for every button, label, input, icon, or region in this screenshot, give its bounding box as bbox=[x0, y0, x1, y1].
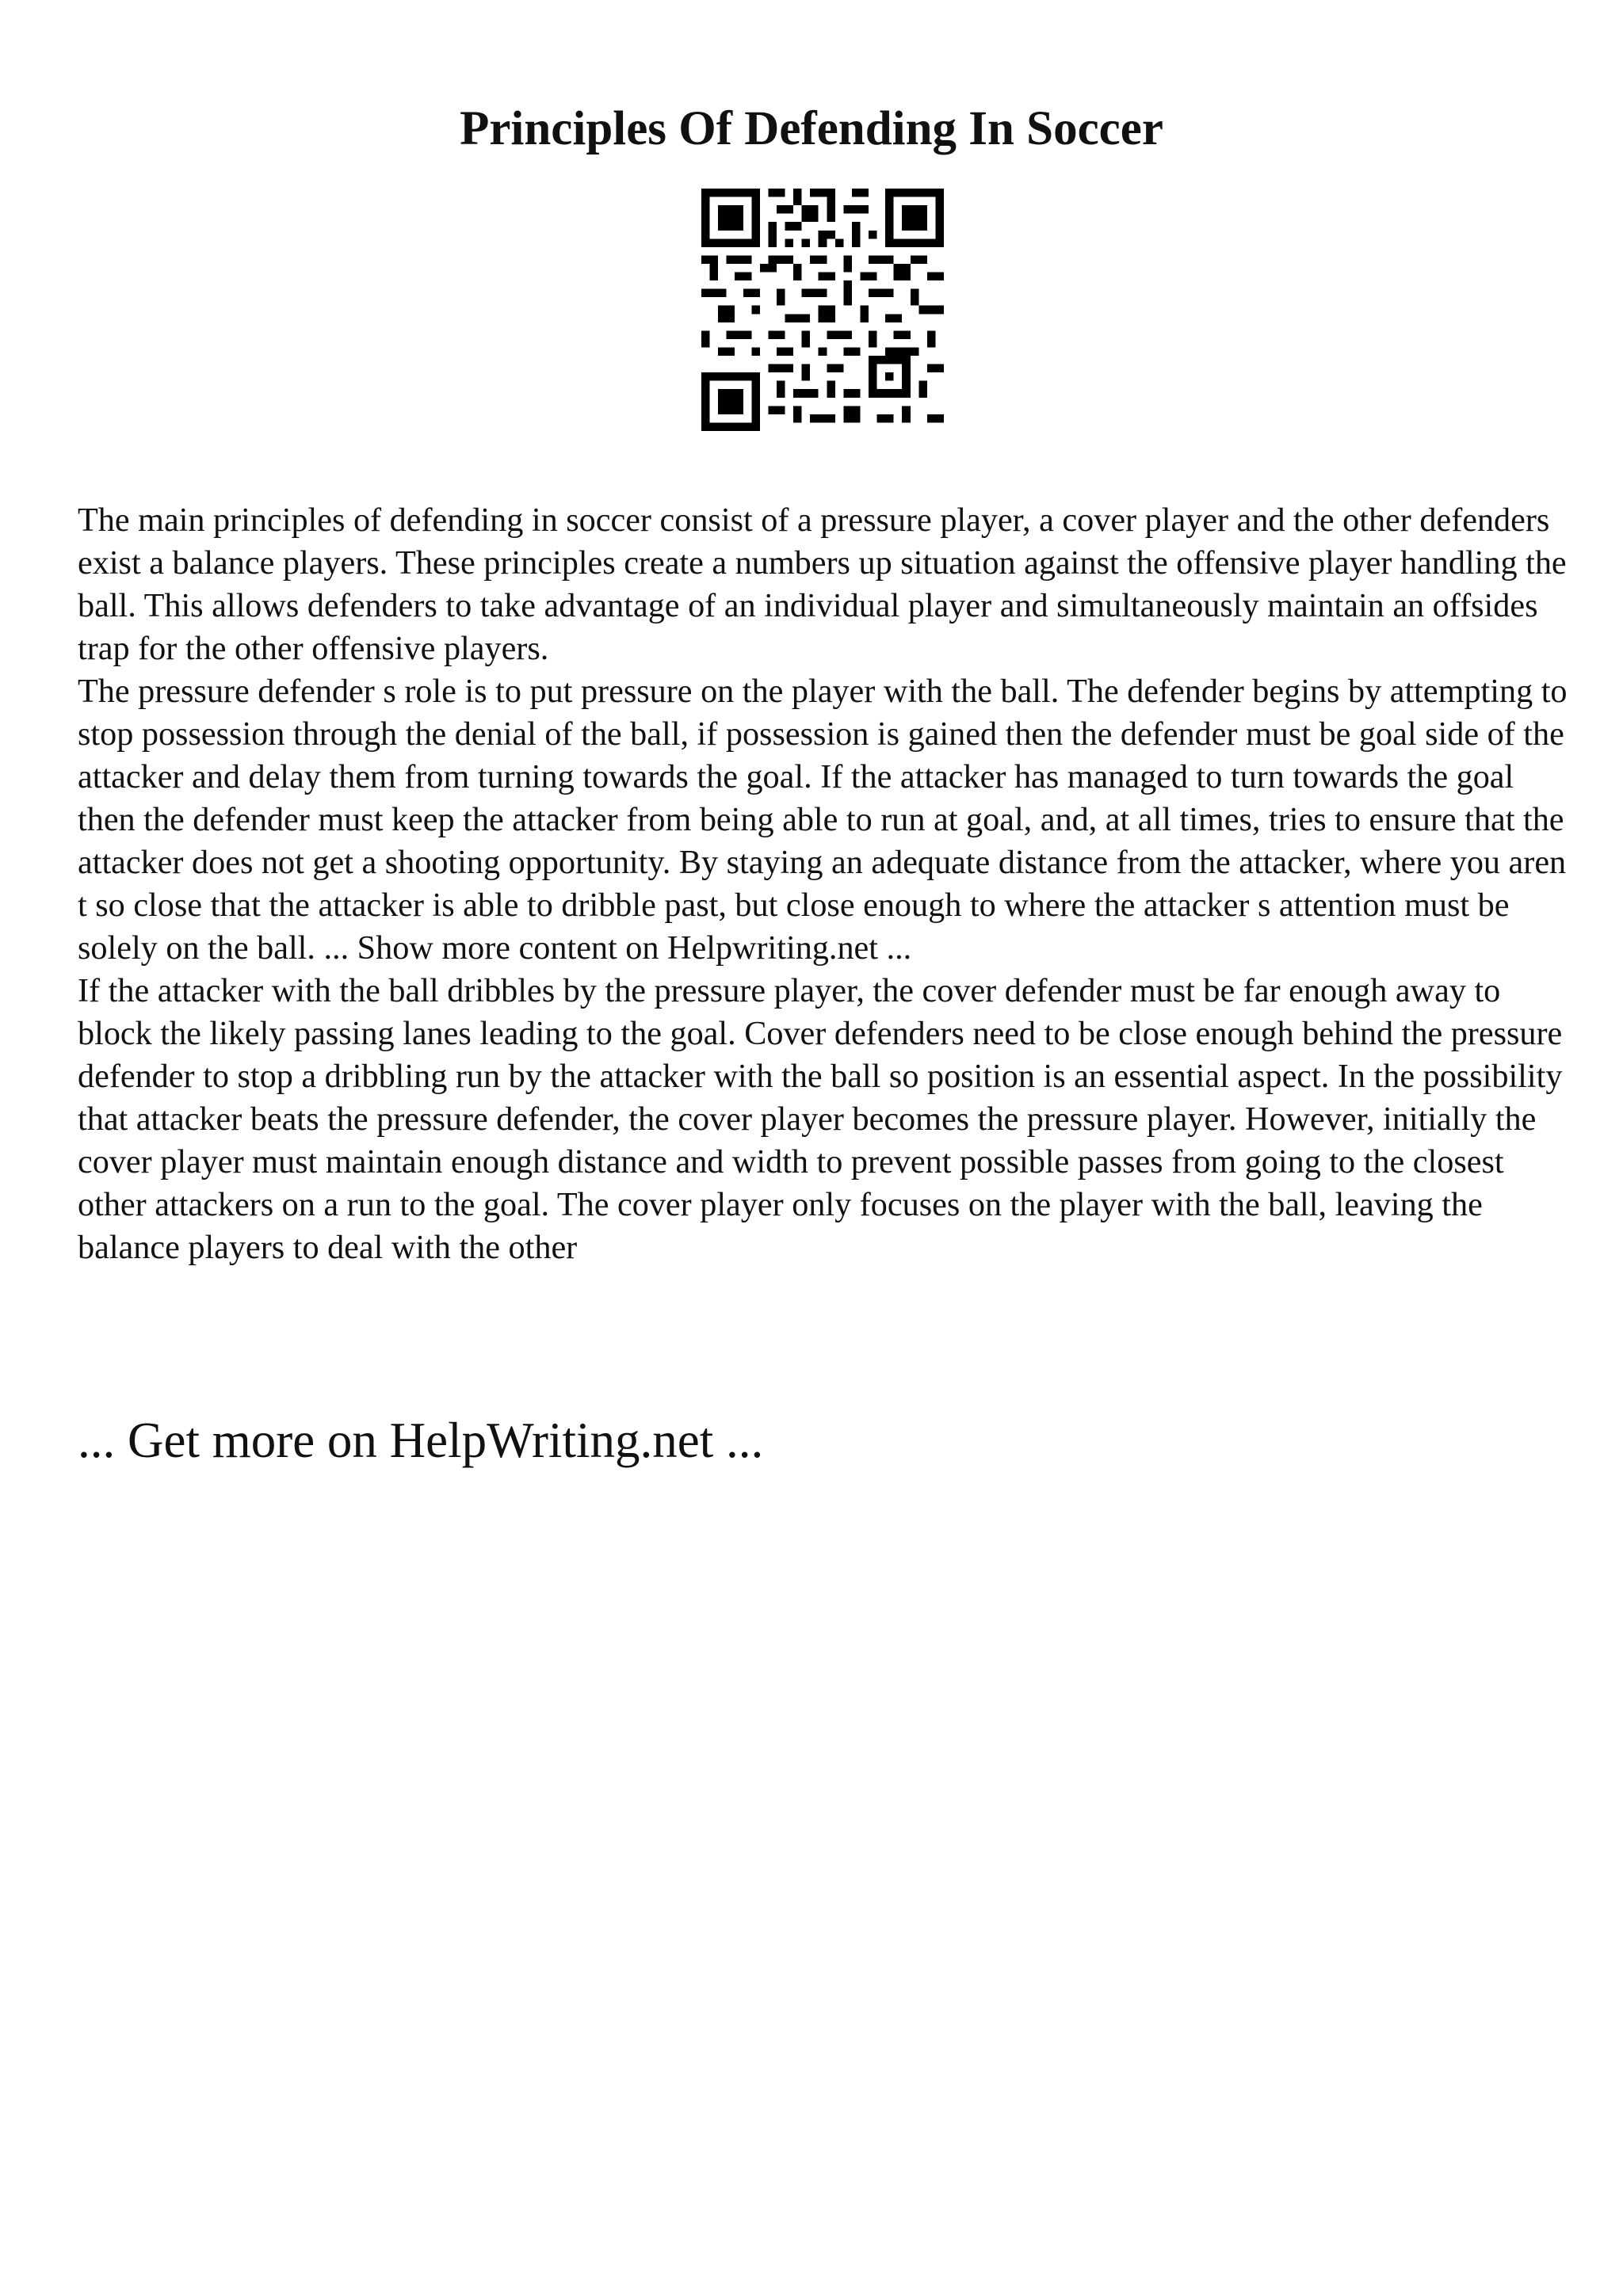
article-body bbox=[78, 499, 1568, 1269]
paragraph: The pressure defender s role is to put pressure on the player with the ball. The defender begins by attempting to stop possession through the denial of the ball, if possession is gained then the defender must be goal side of the attacker and delay them from turning towards the goal. If the attacker has managed to turn towards the goal then the defender must keep the attacker from being able to run at goal, and, at all times, tries to ensure that the attacker does not get a shooting opportunity. By staying an adequate distance from the attacker, where you aren t so close that the attacker is able to dribble past, but close enough to where the attacker s attention must be solely on the ball. ... Show more content on Helpwriting.net ... bbox=[78, 673, 1568, 967]
get-more-link[interactable]: ... Get more on HelpWriting.net ... bbox=[78, 1413, 764, 1468]
document-title: Principles Of Defending In Soccer bbox=[460, 102, 1163, 155]
paragraph: The main principles of defending in soccer consist of a pressure player, a cover player and the other defenders exist a balance players. These principles create a numbers up situation against the offensive player handling the ball. This allows defenders to take advantage of an individual player and simultaneously maintain an offsides trap for the other offensive players. bbox=[78, 502, 1567, 667]
paragraph: If the attacker with the ball dribbles by the pressure player, the cover defender must be far enough away to block the likely passing lanes leading to the goal. Cover defenders need to be close enough behind the pressure defender to stop a dribbling run by the attacker with the ball so position is an essential aspect. In the possibility that attacker beats the pressure defender, the cover player becomes the pressure player. However, initially the cover player must maintain enough distance and width to prevent possible passes from going to the closest other attackers on a run to the goal. The cover player only focuses on the player with the ball, leaving the balance players to deal with the other bbox=[78, 972, 1563, 1266]
qr-code-icon[interactable] bbox=[701, 189, 944, 431]
